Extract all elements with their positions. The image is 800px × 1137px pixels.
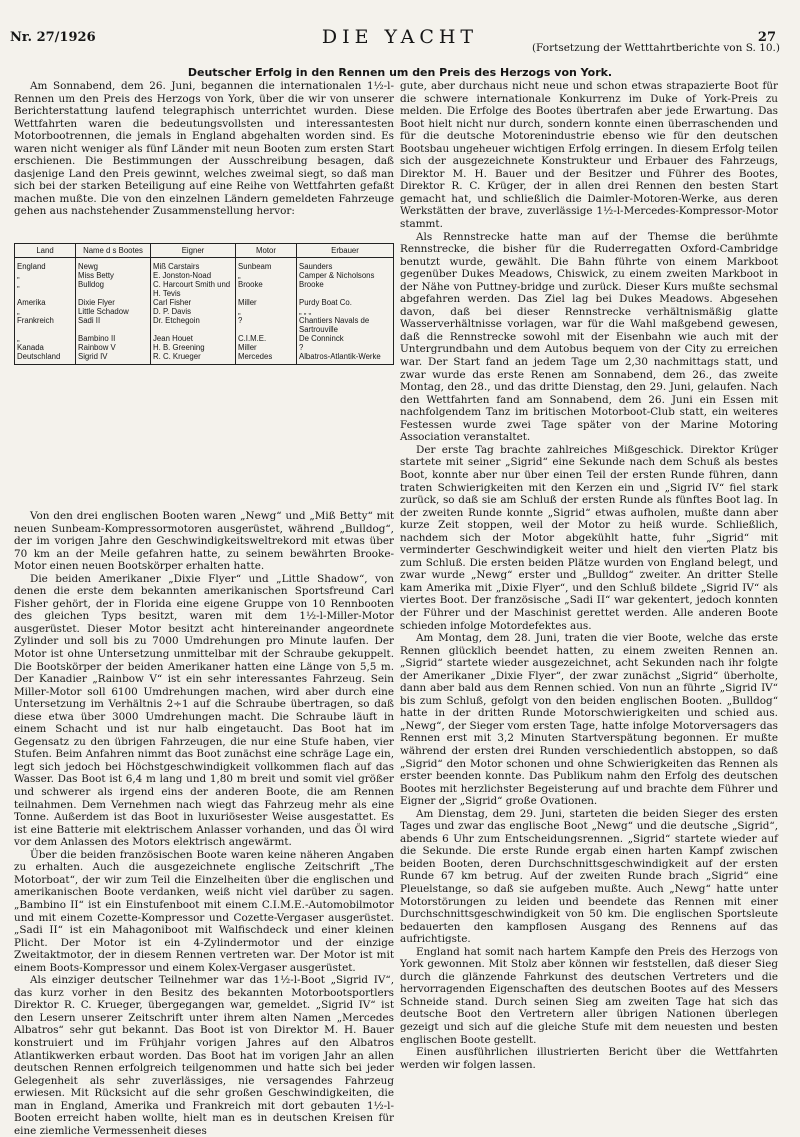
cell-boat-name: Sadi II xyxy=(76,316,151,334)
cell-land: Frankreich xyxy=(15,316,76,334)
cell-boat-name: Little Schadow xyxy=(76,307,151,316)
cell-boat-name: Dixie Flyer xyxy=(76,298,151,307)
cell-motor: Sunbeam xyxy=(236,258,297,272)
cell-owner: Miß Carstairs xyxy=(151,258,236,272)
paragraph: gute, aber durchaus nicht neue und schon etwas strapazierte Boot für die schwere internationale Konkurrenz im Duke of York-Preis zu melden. Die Erfolge des Bootes übertrafen aber jede Erwartung. Das Boot hielt nicht nur durch, sondern konnte einen überraschenden und für die deutsche Motorenindustrie ebenso wie für den deutschen Bootsbau ungeheuer wichtigen Erfolg erringen. In diesem Erfolg teilen sich der ausgezeichnete Konstrukteur und Erbauer des Fahrzeugs, Direktor M. H. Bauer und der Besitzer und Führer des Bootes, Direktor R. C. Krüger, der in allen drei Rennen den besten Start gemacht hat, und schließlich die Daimler-Motoren-Werke, aus deren Werkstätten der brave, zuverlässige 1½-l-Mercedes-Kompressor-Motor stammt. xyxy=(400,80,778,231)
table-row xyxy=(15,316,394,334)
paragraph: Die beiden Amerikaner „Dixie Flyer“ und „Little Shadow“, von denen die erste dem bekannten amerikanischen Sportsfreund Carl Fisher gehört, der in Florida eine eigene Gruppe von 10 Rennbooten des gleichen Typs besitzt, waren mit dem 1½-l-Miller-Motor ausgerüstet. Dieser Motor besitzt acht hintereinander angeordnete Zylinder und soll bis zu 7000 Umdrehungen pro Minute laufen. Der Motor ist ohne Untersetzung unmittelbar mit der Schraube gekuppelt. Die Bootskörper der beiden Amerikaner hatten eine Länge von 5,5 m. Der Kanadier „Rainbow V“ ist ein sehr interessantes Fahrzeug. Sein Miller-Motor soll 6100 Umdrehungen machen, wird aber durch eine Untersetzung im Verhältnis 2÷1 auf die Schraube übertragen, so daß diese etwa über 3000 Umdrehungen macht. Die Schraube läuft in einem Schacht und ist nur halb eingetaucht. Das Boot hat im Gegensatz zu den übrigen Fahrzeugen, die nur eine Stufe haben, vier Stufen. Beim Anfahren nimmt das Boot zunächst eine schräge Lage ein, legt sich jedoch bei Höchstgeschwindigkeit vollkommen flach auf das Wasser. Das Boot ist 6,4 m lang und 1,80 m breit und somit viel größer und schwerer als irgend eins der anderen Boote, die am Rennen teilnahmen. Dem Vernehmen nach wiegt das Fahrzeug mehr als eine Tonne. Außerdem ist das Boot in luxuriösester Weise ausgestattet. Es ist eine Batterie mit elektrischem Anlasser vorhanden, und das Öl wird vor dem Anlassen des Motors elektrisch angewärmt. xyxy=(14,572,394,849)
cell-builder: Brooke xyxy=(297,280,394,298)
cell-land: „ xyxy=(15,307,76,316)
table-row xyxy=(15,334,394,343)
header-motor: Motor xyxy=(236,244,297,258)
table-header-row xyxy=(15,244,394,258)
paragraph: Am Montag, dem 28. Juni, traten die vier Boote, welche das erste Rennen glücklich beendet hatten, zu einem zweiten Rennen an. „Sigrid“ startete wieder ausgezeichnet, acht Sekunden nach ihr folgte der Amerikaner „Dixie Flyer“, der zwar zunächst „Sigrid“ überholte, dann aber bald aus dem Rennen schied. Von nun an führte „Sigrid IV“ bis zum Schluß, gefolgt von den beiden englischen Booten. „Bulldog“ hatte in der dritten Runde Motorschwierigkeiten und schied aus. „Newg“, der Sieger vom ersten Tage, hatte infolge Motorversagers das Rennen erst mit 3,2 Minuten Startverspätung begonnen. Er mußte während der ersten drei Runden verschiedentlich abstoppen, so daß „Sigrid“ den Motor schonen und ohne Schwierigkeiten das Rennen als erster beenden konnte. Das Publikum nahm den Erfolg des deutschen Bootes mit herzlichster Begeisterung auf und brachte dem Führer und Eigner der „Sigrid“ große Ovationen. xyxy=(400,632,778,808)
cell-motor: Brooke xyxy=(236,280,297,298)
cell-builder: Purdy Boat Co. xyxy=(297,298,394,307)
paragraph: Über die beiden französischen Boote waren keine näheren Angaben zu erhalten. Auch die ausgezeichnete englische Zeitschrift „The Motorboat“, der wir zum Teil die Einzelheiten über die englischen und amerikanischen Boote verdanken, weiß nicht viel darüber zu sagen. „Bambino II“ ist ein Einstufenboot mit einem C.I.M.E.-Automobilmotor und mit einem Cozette-Kompressor und Cozette-Vergaser ausgerüstet. „Sadi II“ ist ein Mahagoniboot mit Walfischdeck und einer kleinen Plicht. Der Motor ist ein 4-Zylindermotor und der einzige Zweitaktmotor, der in diesem Rennen vertreten war. Der Motor ist mit einem Boots-Kompressor und einem Kolex-Vergaser ausgerüstet. xyxy=(14,848,394,974)
issue-number: Nr. 27/1926 xyxy=(10,30,96,45)
cell-land: „ xyxy=(15,334,76,343)
paragraph: England hat somit nach hartem Kampfe den Preis des Herzogs von York gewonnen. Mit Stolz aber können wir feststellen, daß dieser Sieg durch die glänzende Fahrkunst des deutschen Vertreters und die hervorragenden Eigenschaften des deutschen Bootes auf des Messers Schneide stand. Durch seinen Sieg am zweiten Tage hat sich das deutsche Boot den Vertretern aller übrigen Nationen überlegen gezeigt und sich auf die gleiche Stufe mit dem neuesten und besten englischen Boote gestellt. xyxy=(400,945,778,1046)
cell-boat-name: Miss Betty xyxy=(76,271,151,280)
cell-land: „ xyxy=(15,271,76,280)
table-row xyxy=(15,352,394,365)
table-row xyxy=(15,307,394,316)
table-row xyxy=(15,343,394,352)
cell-boat-name: Sigrid IV xyxy=(76,352,151,365)
cell-motor: Mercedes xyxy=(236,352,297,365)
cell-land: Amerika xyxy=(15,298,76,307)
cell-motor: Miller xyxy=(236,343,297,352)
cell-builder: ? xyxy=(297,343,394,352)
cell-owner: H. B. Greening xyxy=(151,343,236,352)
article-heading: Deutscher Erfolg in den Rennen um den Preis des Herzogs von York. xyxy=(187,66,613,79)
cell-owner: Carl Fisher xyxy=(151,298,236,307)
cell-owner: E. Jonston-Noad xyxy=(151,271,236,280)
cell-builder: „ „ „ xyxy=(297,307,394,316)
table-row xyxy=(15,298,394,307)
cell-builder: Saunders xyxy=(297,258,394,272)
cell-land: Kanada xyxy=(15,343,76,352)
paragraph: Von den drei englischen Booten waren „Newg“ und „Miß Betty“ mit neuen Sunbeam-Kompressormotoren ausgerüstet, während „Bulldog“, der im vorigen Jahre den Geschwindigkeitsweltrekord mit etwas über 70 km an der Meile gefahren hatte, zu seinem bewährten Brooke-Motor einen neuen Bootskörper erhalten hatte. xyxy=(14,510,394,573)
cell-motor: „ xyxy=(236,271,297,280)
cell-owner: C. Harcourt Smith und H. Tevis xyxy=(151,280,236,298)
cell-boat-name: Bambino II xyxy=(76,334,151,343)
paragraph: Am Sonnabend, dem 26. Juni, begannen die internationalen 1½-l-Rennen um den Preis des Herzogs von York, über die wir von unserer Berichterstattung laufend telegraphisch unterrichtet wurden. Diese Wettfahrten waren die bedeutungsvollsten und interessantesten Motorbootrennen, die jemals in England abgehalten worden sind. Es waren nicht weniger als fünf Länder mit neun Booten zum ersten Start erschienen. Die Bestimmungen der Ausschreibung besagen, daß dasjenige Land den Preis gewinnt, welches zweimal siegt, so daß man sich bei der starken Beteiligung auf eine Reihe von Wettfahrten gefaßt machen mußte. Die von den einzelnen Ländern gemeldeten Fahrzeuge gehen aus nachstehender Zusammenstellung hervor: xyxy=(14,80,394,218)
table-row xyxy=(15,271,394,280)
cell-land: Deutschland xyxy=(15,352,76,365)
cell-boat-name: Rainbow V xyxy=(76,343,151,352)
cell-builder: De Conninck xyxy=(297,334,394,343)
cell-builder: Chantiers Navals de Sartrouville xyxy=(297,316,394,334)
cell-land: „ xyxy=(15,280,76,298)
paragraph: Als einziger deutscher Teilnehmer war das 1½-l-Boot „Sigrid IV“, das kurz vorher in den Besitz des bekannten Motorbootsportlers Direktor R. C. Krueger, übergegangen war, gemeldet. „Sigrid IV“ ist den Lesern unserer Zeitschrift unter ihrem alten Namen „Mercedes Albatros“ sehr gut bekannt. Das Boot ist von Direktor M. H. Bauer konstruiert und im Frühjahr vorigen Jahres auf den Albatros Atlantikwerken erbaut worden. Das Boot hat im vorigen Jahr an allen deutschen Rennen erfolgreich teilgenommen und hatte sich bei jeder Gelegenheit als sehr zuverlässiges, nie versagendes Fahrzeug erwiesen. Mit Rücksicht auf die sehr großen Geschwindigkeiten, die man in England, Amerika und Frankreich mit dort gebauten 1½-l-Booten erreicht haben wollte, hielt man es in deutschen Kreisen für eine ziemliche Vermessenheit dieses xyxy=(14,974,394,1137)
header-land: Land xyxy=(15,244,76,258)
paragraph: Am Dienstag, dem 29. Juni, starteten die beiden Sieger des ersten Tages und zwar das englische Boot „Newg“ und die deutsche „Sigrid“, abends 6 Uhr zum Entscheidungsrennen. „Sigrid“ startete wieder auf die Sekunde. Die erste Runde ergab einen harten Kampf zwischen beiden Booten, deren Durchschnittsgeschwindigkeit auf der ersten Runde 67 km betrug. Auf der zweiten Runde brach „Sigrid“ eine Pleuelstange, so daß sie aufgeben mußte. Auch „Newg“ hatte unter Motorstörungen zu leiden und beendete das Rennen mit einer Durchschnittsgeschwindigkeit von 50 km. Die englischen Sportsleute bedauerten den kampflosen Ausgang des Rennens auf das aufrichtigste. xyxy=(400,807,778,946)
page-number: 27 xyxy=(757,30,776,45)
right-column xyxy=(400,80,778,1071)
cell-motor: C.I.M.E. xyxy=(236,334,297,343)
cell-builder: Camper & Nicholsons xyxy=(297,271,394,280)
cell-motor: ? xyxy=(236,316,297,334)
table-row xyxy=(15,258,394,272)
magazine-title: DIE YACHT xyxy=(321,26,479,48)
entries-table xyxy=(14,243,394,365)
table-body xyxy=(15,258,394,365)
header-builder: Erbauer xyxy=(297,244,394,258)
cell-owner: Dr. Etchegoin xyxy=(151,316,236,334)
cell-boat-name: Bulldog xyxy=(76,280,151,298)
cell-motor: Miller xyxy=(236,298,297,307)
left-column-body xyxy=(14,510,394,1137)
left-column-intro xyxy=(14,80,394,218)
cell-owner: R. C. Krueger xyxy=(151,352,236,365)
paragraph: Einen ausführlichen illustrierten Bericht über die Wettfahrten werden wir folgen lassen. xyxy=(400,1046,778,1071)
cell-builder: Albatros-Atlantik-Werke xyxy=(297,352,394,365)
header-owner: Eigner xyxy=(151,244,236,258)
header-boat-name: Name d s Bootes xyxy=(76,244,151,258)
table-row xyxy=(15,280,394,298)
cell-motor: „ xyxy=(236,307,297,316)
paragraph: Der erste Tag brachte zahlreiches Mißgeschick. Direktor Krüger startete mit seiner „Sigrid“ eine Sekunde nach dem Schuß als bestes Boot, konnte aber nur über einen Teil der ersten Runde führen, dann traten Schwierigkeiten mit den Kerzen ein und „Sigrid IV“ fiel stark zurück, so daß sie am Schluß der ersten Runde als fünftes Boot lag. In der zweiten Runde konnte „Sigrid“ etwas aufholen, mußte dann aber kurze Zeit stoppen, weil der Motor zu heiß wurde. Schließlich, nachdem sich der Motor abgekühlt hatte, fuhr „Sigrid“ mit verminderter Geschwindigkeit weiter und hielt den vierten Platz bis zum Schluß. Die ersten beiden Plätze wurden von England belegt, und zwar wurde „Newg“ erster und „Bulldog“ zweiter. An dritter Stelle kam Amerika mit „Dixie Flyer“, und den Schluß bildete „Sigrid IV“ als viertes Boot. Der französische „Sadi II“ war gekentert, jedoch konnten der Führer und der Maschinist gerettet werden. Alle anderen Boote schieden infolge Motordefektes aus. xyxy=(400,443,778,632)
cell-owner: D. P. Davis xyxy=(151,307,236,316)
cell-owner: Jean Houet xyxy=(151,334,236,343)
cell-land: England xyxy=(15,258,76,272)
paragraph: Als Rennstrecke hatte man auf der Themse die berühmte Rennstrecke, die bisher für die Ruderregatten Oxford-Cambridge benutzt wurde, gewählt. Die Bahn führte von einem Markboot gegenüber Dukes Meadows, Chiswick, zu einem zweiten Markboot in der Nähe von Puttney-bridge und zurück. Dieser Kurs mußte sechsmal abgefahren werden. Das Ziel lag bei Dukes Meadows. Abgesehen davon, daß bei dieser Rennstrecke verhältnismäßig glatte Wasserverhältnisse vorlagen, war für die Wahl maßgebend gewesen, daß die Rennstrecke sowohl mit der Eisenbahn wie auch mit der Untergrundbahn und dem Autobus bequem von der City zu erreichen war. Der Start fand an jedem Tage um 2,30 nachmittags statt, und zwar wurde das erste Renen am Sonnabend, dem 26., das zweite Montag, den 28., und das dritte Dienstag, den 29. Juni, gelaufen. Nach den Wettfahrten fand am Sonnabend, dem 26. Juni ein Essen mit nachfolgendem Tanz im britischen Motorboot-Club statt, ein weiteres Festessen wurde zwei Tage später von der Marine Motoring Association veranstaltet. xyxy=(400,230,778,444)
cell-boat-name: Newg xyxy=(76,258,151,272)
continuation-note: (Fortsetzung der Wetttahrtberichte von S. 10.) xyxy=(531,42,780,54)
